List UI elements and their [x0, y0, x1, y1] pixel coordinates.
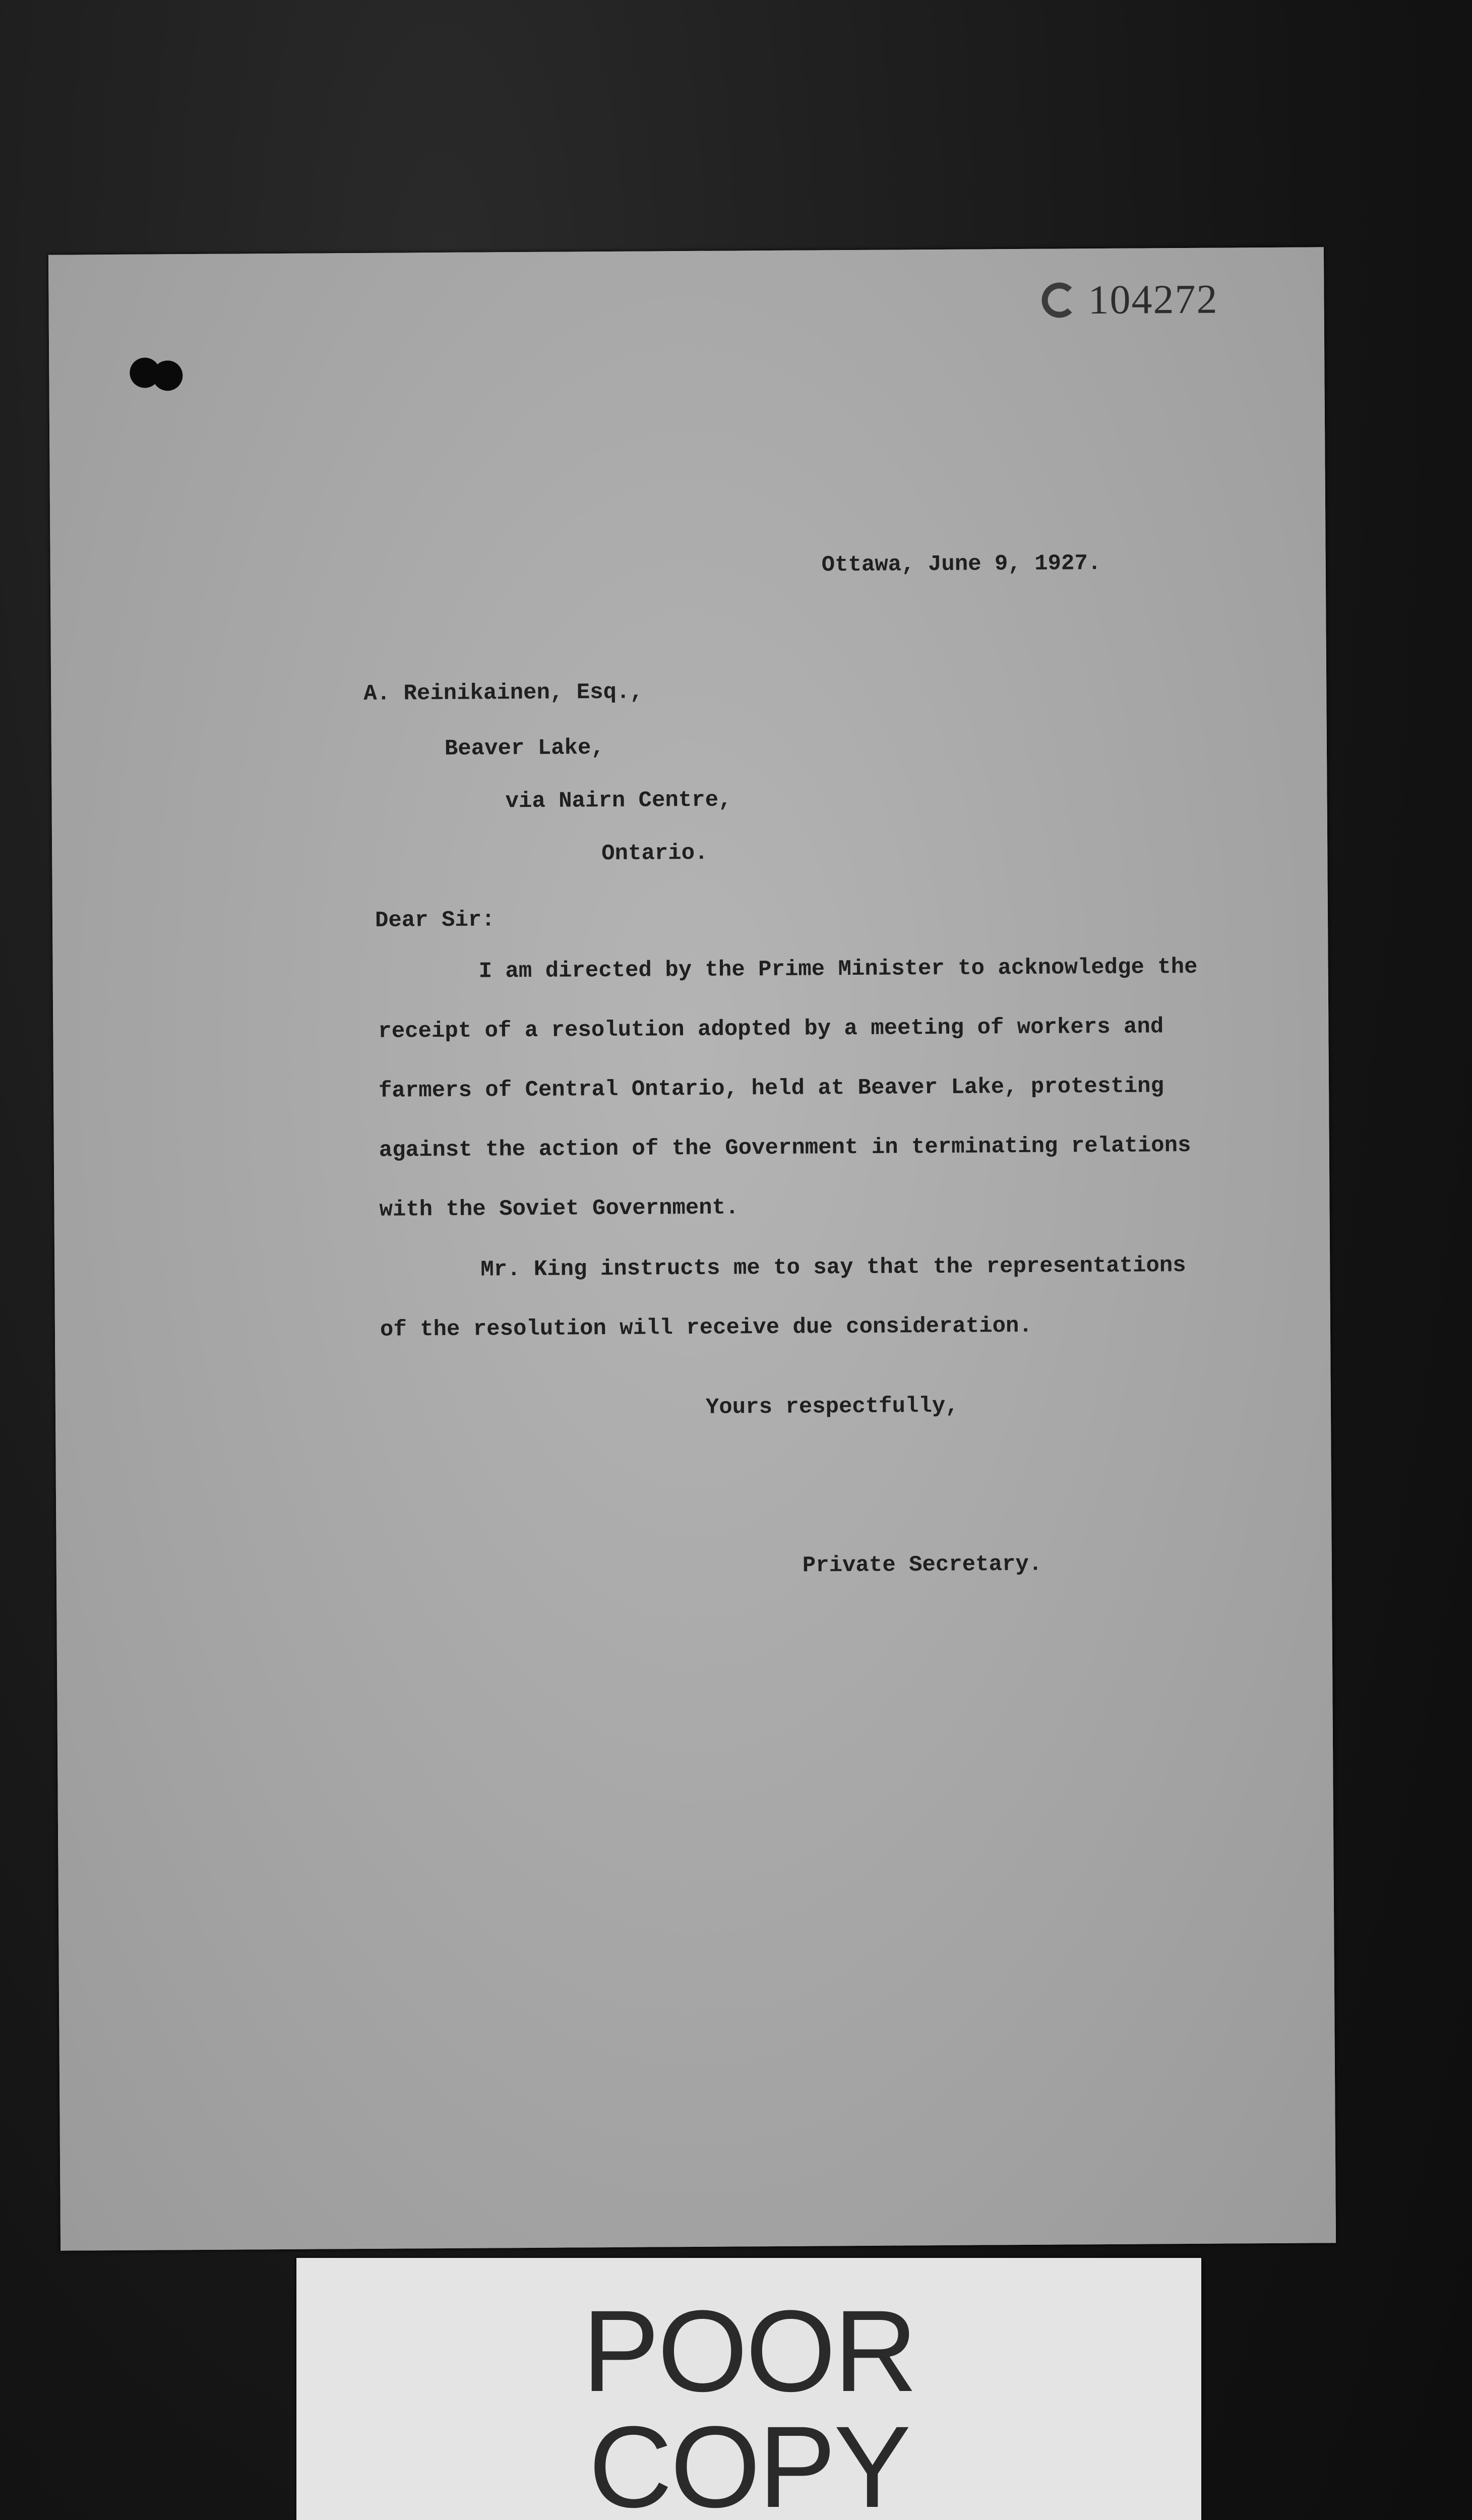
poor-copy-line-1: POOR [582, 2286, 916, 2416]
document-number [1041, 276, 1218, 324]
letter-date: Ottawa, June 9, 1927. [821, 551, 1101, 578]
address-line-4: Ontario. [601, 840, 708, 867]
punch-holes [130, 357, 190, 393]
paragraph-text: I am directed by the Prime Minister to acknowledge the receipt of a resolution adopted by a meeting of workers and farmers of Central Ontario, held at Beaver Lake, protesting against the action of the Government in terminating relations with the Soviet Government. [378, 954, 1198, 1223]
document-number-text: 104272 [1088, 276, 1218, 323]
signature-line: Private Secretary. [802, 1551, 1042, 1579]
paragraph-text: Mr. King instructs me to say that the representations of the resolution will receive due consideration. [380, 1253, 1186, 1343]
letter-page [48, 247, 1336, 2250]
salutation: Dear Sir: [375, 907, 495, 933]
poor-copy-line-2: COPY [588, 2402, 909, 2520]
poor-copy-card [296, 2258, 1201, 2520]
body-paragraph-1 [378, 937, 1211, 1240]
address-line-3: via Nairn Centre, [505, 787, 732, 814]
punch-hole [152, 360, 182, 391]
closing: Yours respectfully, [705, 1393, 959, 1420]
body-paragraph-2 [380, 1236, 1212, 1360]
address-line-2: Beaver Lake, [444, 735, 604, 762]
c-stamp-icon [1041, 282, 1077, 318]
address-line-1: A. Reinikainen, Esq., [363, 679, 643, 707]
